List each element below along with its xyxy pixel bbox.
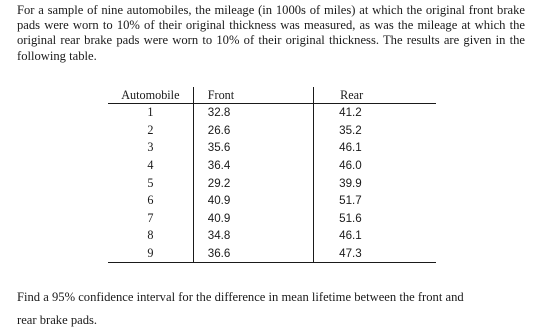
table-row: [108, 157, 436, 175]
automobile-cell: 5: [147, 175, 154, 190]
table-row: [108, 227, 436, 245]
rear-cell: 51.6: [314, 210, 436, 228]
table-header-row: [108, 87, 436, 104]
front-cell: 40.9: [193, 192, 313, 210]
table-row: [108, 192, 436, 210]
front-cell: 35.6: [193, 139, 313, 157]
table-row: [108, 174, 436, 192]
automobile-cell: 2: [147, 122, 154, 137]
table-row: [108, 210, 436, 228]
table-row: [108, 139, 436, 157]
brake-pad-table: [108, 87, 436, 263]
automobile-cell: 3: [147, 140, 154, 155]
rear-cell: 46.1: [314, 227, 436, 245]
header-automobile: Automobile: [108, 87, 193, 104]
question-text: Find a 95% confidence interval for the difference in mean lifetime between the front and rear brake pads.: [17, 290, 464, 327]
table-row: [108, 122, 436, 140]
front-cell: 32.8: [193, 104, 313, 122]
front-cell: 29.2: [193, 174, 313, 192]
rear-cell: 46.0: [314, 157, 436, 175]
table-row: [108, 245, 436, 263]
automobile-cell: 1: [147, 105, 154, 120]
automobile-cell: 6: [147, 193, 154, 208]
front-cell: 40.9: [193, 210, 313, 228]
automobile-cell: 7: [147, 210, 154, 225]
rear-cell: 46.1: [314, 139, 436, 157]
header-rear: Rear: [314, 87, 436, 104]
front-cell: 36.4: [193, 157, 313, 175]
problem-statement: For a sample of nine automobiles, the mileage (in 1000s of miles) at which the original front brake pads were worn to 10% of their original thickness was measured, as was the mileage at which the original rear brake pads were worn to 10% of their original thickness. The results are given in the following table.: [17, 3, 525, 63]
automobile-cell: 4: [147, 158, 154, 173]
front-cell: 36.6: [193, 245, 313, 263]
automobile-cell: 9: [108, 245, 193, 263]
rear-cell: 51.7: [314, 192, 436, 210]
rear-cell: 35.2: [314, 122, 436, 140]
rear-cell: 39.9: [314, 174, 436, 192]
header-front: Front: [193, 87, 313, 104]
front-cell: 34.8: [193, 227, 313, 245]
rear-cell: 47.3: [314, 245, 436, 263]
automobile-cell: 8: [147, 228, 154, 243]
table-row: [108, 104, 436, 122]
rear-cell: 41.2: [314, 104, 436, 122]
front-cell: 26.6: [193, 122, 313, 140]
